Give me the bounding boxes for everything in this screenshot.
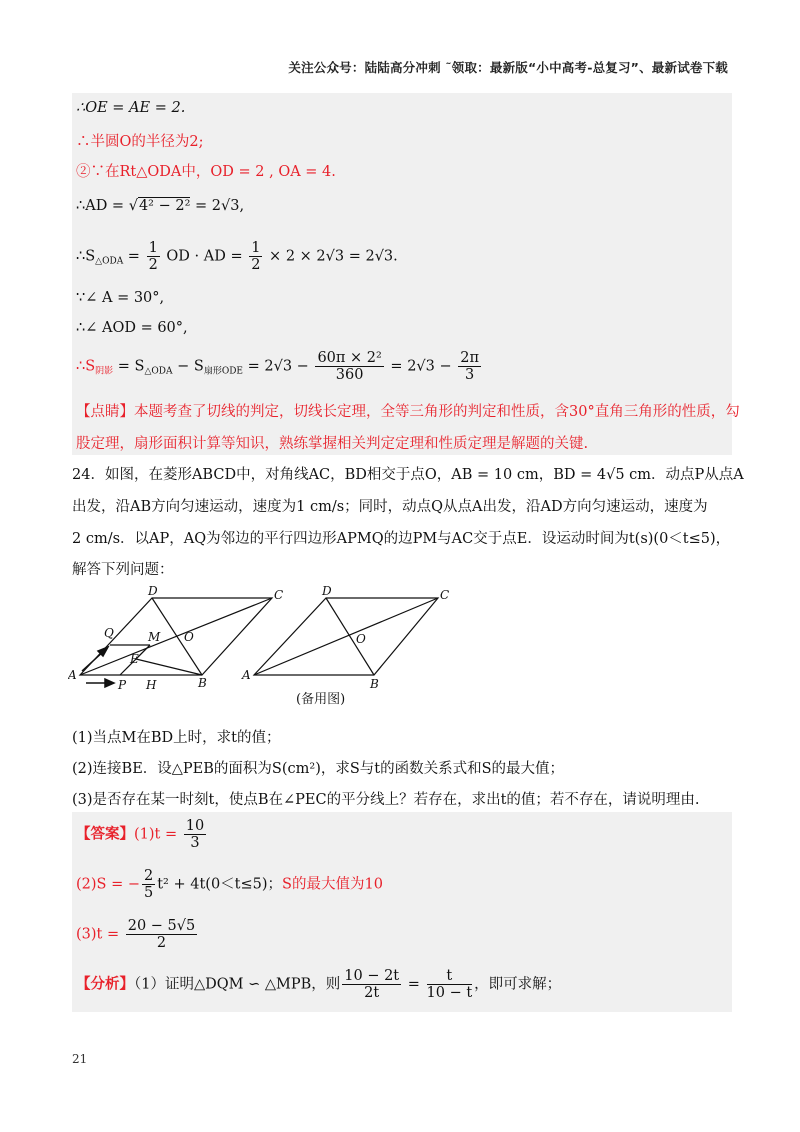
solution-line-7: ∴∠ AOD = 60°, [76, 320, 188, 336]
frac-num: 10 [185, 818, 205, 834]
analysis-equals: = [403, 976, 425, 993]
answer-2-middle: t² + 4t(0＜t≤5)； [157, 876, 283, 893]
frac-den: 3 [190, 835, 200, 851]
solution-line-6: ∵∠ A = 30°, [76, 290, 165, 306]
fraction-sector [315, 350, 383, 383]
shade-mid: = 2√3 − [243, 358, 314, 375]
problem-line-2: 出发，沿AB方向匀速运动，速度为1 cm/s；同时，动点Q从点A出发，沿AD方向匀速运动，速度为 [72, 499, 708, 515]
question-1: (1)当点M在BD上时，求t的值； [72, 730, 281, 746]
label-B: B [198, 676, 207, 690]
answer-3-fraction [126, 918, 198, 951]
answer-3-text: (3)t = [76, 926, 124, 943]
area-end: × 2 × 2√3 = 2√3. [264, 248, 398, 265]
fraction-2pi-3 [458, 350, 481, 383]
rhombus-figure-backup [240, 585, 460, 695]
backup-label-O: O [356, 632, 366, 646]
label-C: C [274, 588, 284, 602]
analysis-label: 【分析】 [76, 975, 134, 993]
fraction-half-2 [249, 240, 262, 273]
frac-num: 2π [460, 350, 480, 366]
backup-figure-caption: (备用图) [296, 692, 346, 707]
frac-den: 2 [156, 935, 167, 951]
answer-line-3 [76, 918, 199, 951]
sqrt-prefix: ∴AD = √ [76, 198, 138, 214]
analysis-fraction-1 [342, 968, 401, 1001]
solution-line-5 [76, 240, 398, 273]
label-E: E [130, 652, 139, 666]
problem-line-1: 24．如图，在菱形ABCD中，对角线AC，BD相交于点O，AB = 10 cm，BD = 4√5 cm．动点P从点A [72, 467, 744, 483]
analysis-line [76, 968, 561, 1001]
answer-1-fraction [184, 818, 206, 851]
problem-line-3: 2 cm/s．以AP，AQ为邻边的平行四边形APMQ的边PM与AC交于点E．设运动时间为t(s)(0＜t≤5)， [72, 531, 731, 547]
frac-num: 10 − 2t [344, 968, 400, 984]
answer-line-1 [76, 818, 208, 851]
frac-num: t [427, 968, 473, 985]
backup-label-C: C [440, 588, 450, 602]
shade-mid-2: = 2√3 − [385, 358, 457, 375]
frac-num: 60π × 2² [317, 350, 382, 366]
answer-2-start: (2)S = − [76, 876, 140, 893]
solution-line-3-text: ②∵在Rt△ODA中，OD = 2 , OA = 4. [76, 164, 336, 180]
label-Q: Q [104, 626, 114, 640]
answer-2-fraction [142, 868, 155, 901]
solution-line-8 [76, 350, 483, 383]
analysis-text: （1）证明△DQM ∽ △MPB，则 [134, 976, 341, 993]
area-s: ∴S [76, 248, 96, 265]
analysis-end: ，即可求解； [474, 976, 562, 993]
frac-num: 20 − 5√5 [127, 918, 196, 934]
solution-line-2: ∴半圆O的半径为2; [76, 134, 204, 150]
area-mid: OD · AD = [161, 248, 248, 265]
sqrt-result: = 2√3, [190, 198, 245, 214]
answer-line-2 [76, 868, 383, 901]
solution-line-4 [76, 198, 244, 214]
analysis-fraction-2 [427, 968, 473, 1001]
label-O: O [184, 630, 194, 644]
frac-den: 2 [148, 257, 158, 273]
label-A: A [68, 668, 77, 682]
frac-den: 5 [144, 885, 154, 901]
equals: = [123, 248, 145, 265]
page-header: 关注公众号：陆陆高分冲刺 ˜领取：最新版“小中高考-总复习”、最新试卷下载 [288, 60, 728, 75]
fraction-half-1 [147, 240, 160, 273]
frac-den: 2t [364, 985, 380, 1001]
note-line-2: 股定理，扇形面积计算等知识，熟练掌握相关判定定理和性质定理是解题的关键. [76, 436, 589, 452]
frac-den: 10 − t [426, 985, 473, 1001]
solution-line-1: ∴OE = AE = 2. [76, 100, 186, 116]
note-line-1: 【点睛】本题考查了切线的判定，切线长定理，全等三角形的判定和性质，含30°直角三角形的性质，勾 [76, 404, 740, 420]
shade-eq: = S [113, 358, 145, 375]
shade-sub: 阴影 [95, 366, 114, 377]
backup-label-B: B [370, 677, 379, 691]
answer-1-text: (1)t = [134, 826, 182, 843]
question-2: (2)连接BE．设△PEB的面积为S(cm²)，求S与t的函数关系式和S的最大值； [72, 761, 565, 777]
frac-den: 360 [335, 367, 364, 383]
oda-sub: △ODA [144, 366, 173, 377]
label-M: M [148, 630, 161, 644]
label-H: H [146, 678, 157, 692]
frac-den: 3 [465, 367, 475, 383]
frac-num: 1 [251, 240, 261, 256]
backup-label-A: A [242, 668, 251, 682]
area-sub: △ODA [95, 256, 124, 267]
problem-line-4: 解答下列问题： [72, 562, 174, 578]
label-P: P [118, 678, 127, 692]
page-number: 21 [72, 1052, 88, 1066]
frac-num: 2 [144, 868, 154, 884]
label-D: D [148, 585, 158, 598]
solution-line-3 [76, 160, 336, 181]
answer-2-end: S的最大值为10 [282, 876, 383, 893]
frac-num: 1 [148, 240, 158, 256]
shade-s: ∴S [76, 358, 96, 375]
minus-s: − S [172, 358, 204, 375]
sqrt-radicand: 4² − 2² [138, 198, 191, 214]
frac-den: 2 [251, 257, 261, 273]
backup-label-D: D [322, 585, 332, 598]
answer-label: 【答案】 [76, 825, 134, 843]
question-3: (3)是否存在某一时刻t，使点B在∠PEC的平分线上？若存在，求出t的值；若不存在，请说明理由. [72, 792, 700, 808]
sector-sub: 扇形ODE [203, 366, 243, 377]
